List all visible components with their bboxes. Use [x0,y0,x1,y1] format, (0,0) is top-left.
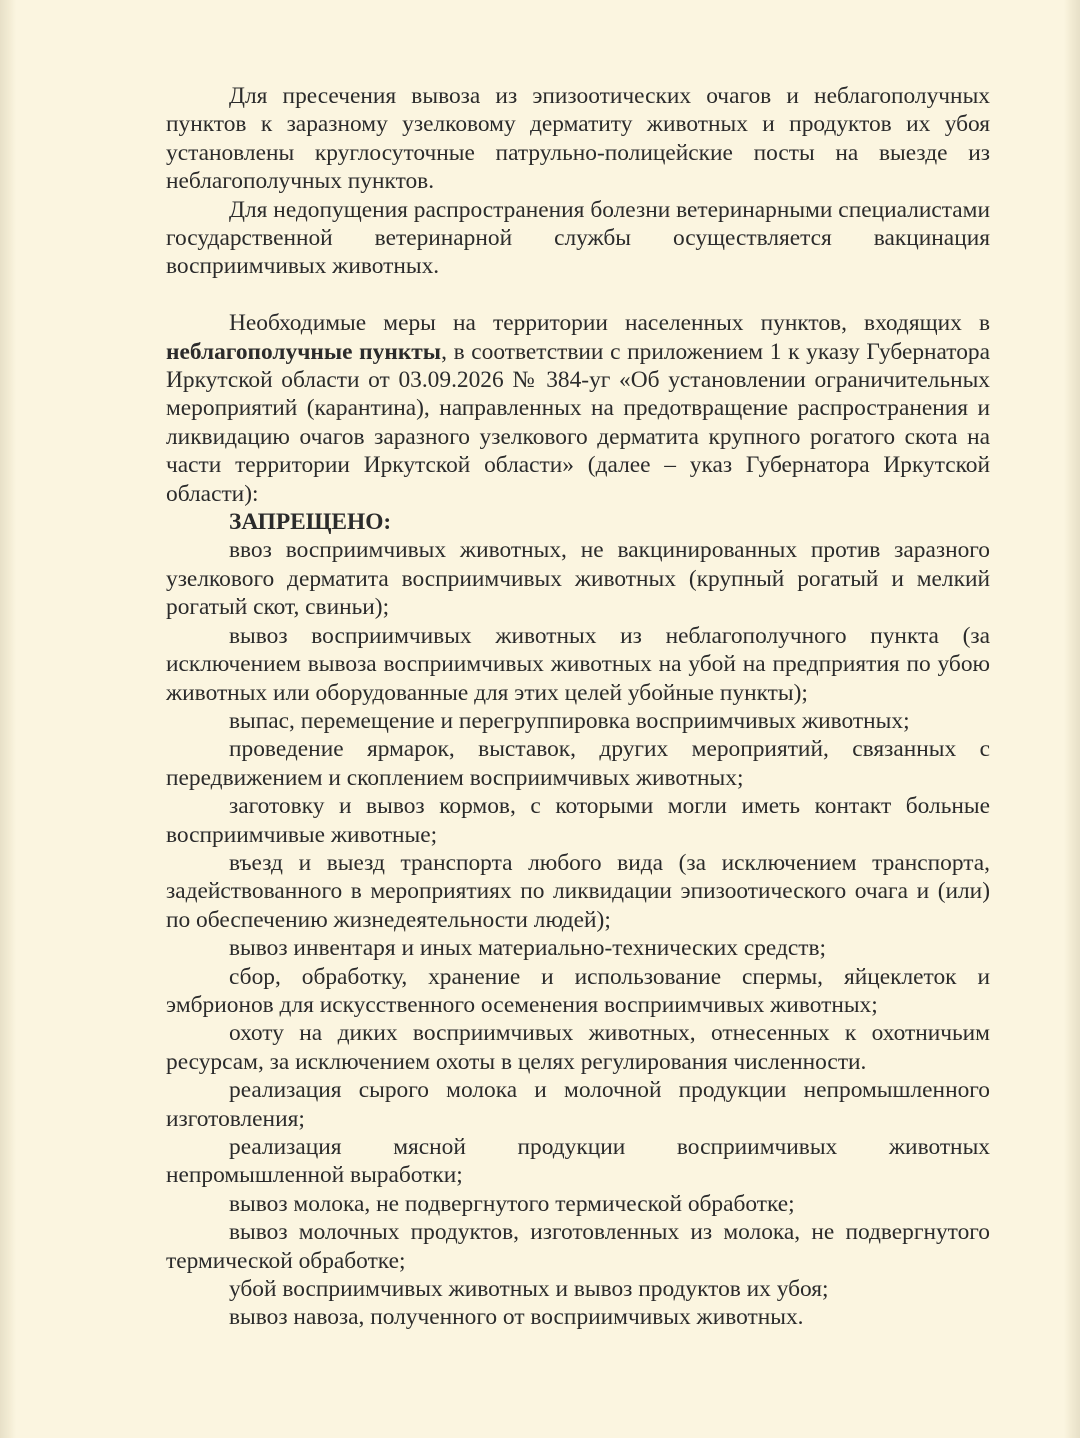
prohibited-item: въезд и выезд транспорта любого вида (за исключением транспорта, задействованного в мероприятиях по ликвидации эпизоотического очага и (или) по обеспечению жизнедеятельности людей); [166,849,990,933]
prohibited-item: охоту на диких восприимчивых животных, отнесенных к охотничьим ресурсам, за исключением охоты в целях регулирования численности. [166,1020,990,1075]
prohibited-item: вывоз молока, не подвергнутого термической обработке; [229,1190,795,1217]
prohibited-item: убой восприимчивых животных и вывоз продуктов их убоя; [229,1276,829,1303]
paragraph-measures-intro [166,309,990,508]
page-edge-right [1064,0,1080,1438]
prohibited-item: ввоз восприимчивых животных, не вакцинированных против заразного узелкового дерматита восприимчивых животных (крупный рогатый и мелкий рогатый скот, свиньи); [166,537,990,621]
intro-text-before: Необходимые меры на территории населенных пунктов, входящих в [229,310,990,337]
intro-text-after: , в соответствии с приложением 1 к указу Губернатора Иркутской области от 03.09.2026 № 384-уг «Об установлении ограничительных мероприятий (карантина), направленных на предотвращение распространения и ликвидацию очагов заразного узелкового дерматита крупного рогатого скота на части территории Иркутской области» (далее – указ Губернатора Иркутской области): [166,338,990,507]
prohibited-item: выпас, перемещение и перегруппировка восприимчивых животных; [229,707,910,734]
prohibited-item: вывоз молочных продуктов, изготовленных из молока, не подвергнутого термической обработке; [166,1219,990,1274]
prohibited-heading: ЗАПРЕЩЕНО: [229,509,392,536]
intro-bold-term: неблагополучные пункты [166,338,442,365]
prohibited-item: вывоз восприимчивых животных из неблагополучного пункта (за исключением вывоза восприимчивых животных на убой на предприятия по убою животных или оборудованные для этих целей убойные пункты); [166,622,990,706]
prohibited-item: сбор, обработку, хранение и использование спермы, яйцеклеток и эмбрионов для искусственного осеменения восприимчивых животных; [166,963,990,1018]
prohibited-item: вывоз навоза, полученного от восприимчивых животных. [229,1304,804,1331]
prohibited-item: проведение ярмарок, выставок, других мероприятий, связанных с передвижением и скоплением восприимчивых животных; [166,736,990,791]
page-edge-left [0,0,16,1438]
paragraph-vaccination: Для недопущения распространения болезни ветеринарными специалистами государственной ветеринарной службы осуществляется вакцинация восприимчивых животных. [166,196,990,280]
prohibited-item: вывоз инвентаря и иных материально-технических средств; [229,935,827,962]
prohibited-item: реализация мясной продукции восприимчивых животных непромышленной выработки; [166,1134,990,1189]
prohibited-item: заготовку и вывоз кормов, с которыми могли иметь контакт больные восприимчивые животные; [166,793,990,848]
prohibited-item: реализация сырого молока и молочной продукции непромышленного изготовления; [166,1077,990,1132]
document-page [166,82,990,1332]
paragraph-spacer [166,281,990,309]
paragraph-patrol-posts: Для пресечения вывоза из эпизоотических очагов и неблагополучных пунктов к заразному узелковому дерматиту животных и продуктов их убоя установлены круглосуточные патрульно-полицейские посты на выезде из неблагополучных пунктов. [166,83,990,195]
